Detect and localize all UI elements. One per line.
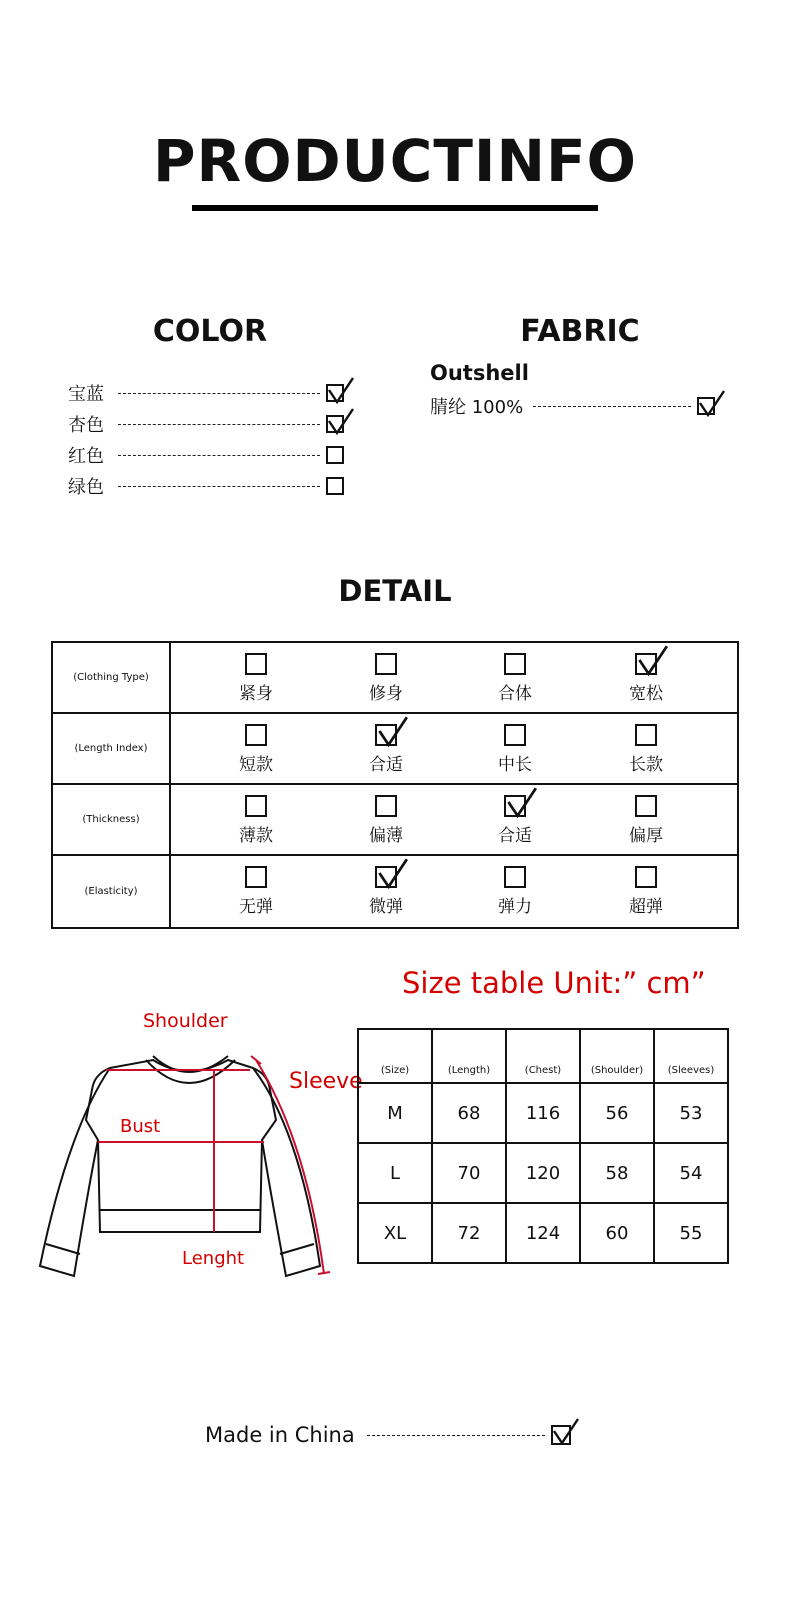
- size-table-header-row: [358, 1029, 728, 1083]
- detail-option-label: 薄款: [239, 826, 273, 846]
- title-underline: [192, 205, 598, 211]
- detail-row: [53, 714, 737, 785]
- detail-option[interactable]: [616, 724, 676, 775]
- detail-option-label: 合体: [498, 684, 532, 704]
- checkbox-checked[interactable]: [697, 397, 715, 415]
- origin-label: Made in China: [205, 1423, 355, 1447]
- fabric-option[interactable]: [430, 393, 715, 419]
- checkbox-unchecked[interactable]: [375, 653, 397, 675]
- sleeve-label: Sleeve: [289, 1069, 363, 1094]
- dashed-leader: [118, 455, 320, 456]
- size-table-header: (Size): [358, 1029, 432, 1083]
- checkbox-checked[interactable]: [326, 415, 344, 433]
- detail-option[interactable]: [356, 653, 416, 704]
- table-cell: M: [358, 1083, 432, 1143]
- table-cell: 120: [506, 1143, 580, 1203]
- detail-row-label: (Elasticity): [53, 856, 171, 927]
- color-option[interactable]: [68, 473, 344, 499]
- checkbox-unchecked[interactable]: [635, 866, 657, 888]
- detail-row-label: (Thickness): [53, 785, 171, 854]
- detail-option-label: 超弹: [629, 897, 663, 917]
- checkbox-unchecked[interactable]: [326, 446, 344, 464]
- detail-option[interactable]: [356, 866, 416, 917]
- table-cell: XL: [358, 1203, 432, 1263]
- check-icon: [505, 786, 537, 818]
- detail-option[interactable]: [226, 724, 286, 775]
- size-table-title: Size table Unit:” cm”: [402, 966, 706, 1000]
- detail-option[interactable]: [356, 795, 416, 846]
- sweater-measurement-diagram: [38, 1010, 358, 1280]
- length-label: Lenght: [182, 1248, 245, 1269]
- dashed-leader: [118, 424, 320, 425]
- detail-option[interactable]: [616, 866, 676, 917]
- color-option[interactable]: [68, 380, 344, 406]
- detail-option-label: 紧身: [239, 684, 273, 704]
- checkbox-checked[interactable]: [375, 724, 397, 746]
- fabric-heading: FABRIC: [520, 314, 640, 349]
- sweater-outline-icon: [40, 1056, 320, 1276]
- table-cell: 55: [654, 1203, 728, 1263]
- color-option-label: 红色: [68, 446, 104, 467]
- table-cell: 70: [432, 1143, 506, 1203]
- detail-option-label: 修身: [369, 684, 403, 704]
- size-table-header: (Length): [432, 1029, 506, 1083]
- color-heading: COLOR: [152, 314, 268, 349]
- table-cell: 56: [580, 1083, 654, 1143]
- size-table-header: (Shoulder): [580, 1029, 654, 1083]
- detail-option[interactable]: [485, 724, 545, 775]
- dashed-leader: [533, 406, 691, 407]
- table-row: [358, 1143, 728, 1203]
- dashed-leader: [367, 1435, 545, 1436]
- check-icon: [697, 389, 725, 417]
- table-cell: 124: [506, 1203, 580, 1263]
- color-option[interactable]: [68, 411, 344, 437]
- table-cell: 72: [432, 1203, 506, 1263]
- checkbox-unchecked[interactable]: [504, 866, 526, 888]
- fabric-subheading: Outshell: [430, 361, 529, 385]
- table-cell: 68: [432, 1083, 506, 1143]
- detail-option[interactable]: [485, 653, 545, 704]
- check-icon: [636, 644, 668, 676]
- detail-option-label: 偏厚: [629, 826, 663, 846]
- detail-option-label: 中长: [498, 755, 532, 775]
- checkbox-unchecked[interactable]: [504, 724, 526, 746]
- checkbox-checked[interactable]: [635, 653, 657, 675]
- check-icon: [376, 857, 408, 889]
- checkbox-unchecked[interactable]: [245, 724, 267, 746]
- detail-option[interactable]: [485, 866, 545, 917]
- detail-option[interactable]: [616, 653, 676, 704]
- fabric-option-label: 腈纶 100%: [430, 397, 524, 418]
- detail-option[interactable]: [485, 795, 545, 846]
- table-cell: 116: [506, 1083, 580, 1143]
- detail-option-label: 弹力: [498, 897, 532, 917]
- detail-option[interactable]: [356, 724, 416, 775]
- table-row: [358, 1083, 728, 1143]
- dashed-leader: [118, 393, 320, 394]
- check-icon: [551, 1417, 579, 1445]
- check-icon: [326, 376, 354, 404]
- table-cell: L: [358, 1143, 432, 1203]
- detail-option[interactable]: [226, 795, 286, 846]
- checkbox-unchecked[interactable]: [326, 477, 344, 495]
- detail-row: [53, 643, 737, 714]
- color-option-label: 宝蓝: [68, 384, 104, 405]
- dashed-leader: [118, 486, 320, 487]
- checkbox-checked[interactable]: [504, 795, 526, 817]
- detail-row-label: (Length Index): [53, 714, 171, 783]
- detail-option-label: 无弹: [239, 897, 273, 917]
- detail-row: [53, 785, 737, 856]
- detail-option-label: 微弹: [369, 897, 403, 917]
- checkbox-checked[interactable]: [551, 1425, 571, 1445]
- detail-heading: DETAIL: [338, 574, 452, 608]
- detail-option-label: 偏薄: [369, 826, 403, 846]
- checkbox-unchecked[interactable]: [245, 795, 267, 817]
- detail-option-label: 长款: [629, 755, 663, 775]
- table-cell: 58: [580, 1143, 654, 1203]
- detail-option[interactable]: [616, 795, 676, 846]
- checkbox-unchecked[interactable]: [635, 795, 657, 817]
- bust-label: Bust: [120, 1116, 161, 1137]
- check-icon: [376, 715, 408, 747]
- check-icon: [326, 407, 354, 435]
- checkbox-unchecked[interactable]: [245, 653, 267, 675]
- detail-option[interactable]: [226, 866, 286, 917]
- checkbox-unchecked[interactable]: [375, 795, 397, 817]
- checkbox-unchecked[interactable]: [504, 653, 526, 675]
- checkbox-unchecked[interactable]: [245, 866, 267, 888]
- checkbox-checked[interactable]: [375, 866, 397, 888]
- color-option[interactable]: [68, 442, 344, 468]
- page-title: PRODUCTINFO: [153, 127, 637, 195]
- checkbox-unchecked[interactable]: [635, 724, 657, 746]
- size-table-header: (Sleeves): [654, 1029, 728, 1083]
- detail-row-label: (Clothing Type): [53, 643, 171, 712]
- checkbox-checked[interactable]: [326, 384, 344, 402]
- size-table: [357, 1028, 729, 1264]
- color-option-label: 绿色: [68, 477, 104, 498]
- size-table-header: (Chest): [506, 1029, 580, 1083]
- detail-option[interactable]: [226, 653, 286, 704]
- detail-option-label: 宽松: [629, 684, 663, 704]
- shoulder-label: Shoulder: [143, 1010, 228, 1032]
- table-row: [358, 1203, 728, 1263]
- detail-option-label: 合适: [369, 755, 403, 775]
- origin-option[interactable]: [205, 1420, 571, 1450]
- table-cell: 53: [654, 1083, 728, 1143]
- table-cell: 54: [654, 1143, 728, 1203]
- detail-row: [53, 856, 737, 927]
- color-option-label: 杏色: [68, 415, 104, 436]
- detail-table: [51, 641, 739, 929]
- table-cell: 60: [580, 1203, 654, 1263]
- detail-option-label: 短款: [239, 755, 273, 775]
- detail-option-label: 合适: [498, 826, 532, 846]
